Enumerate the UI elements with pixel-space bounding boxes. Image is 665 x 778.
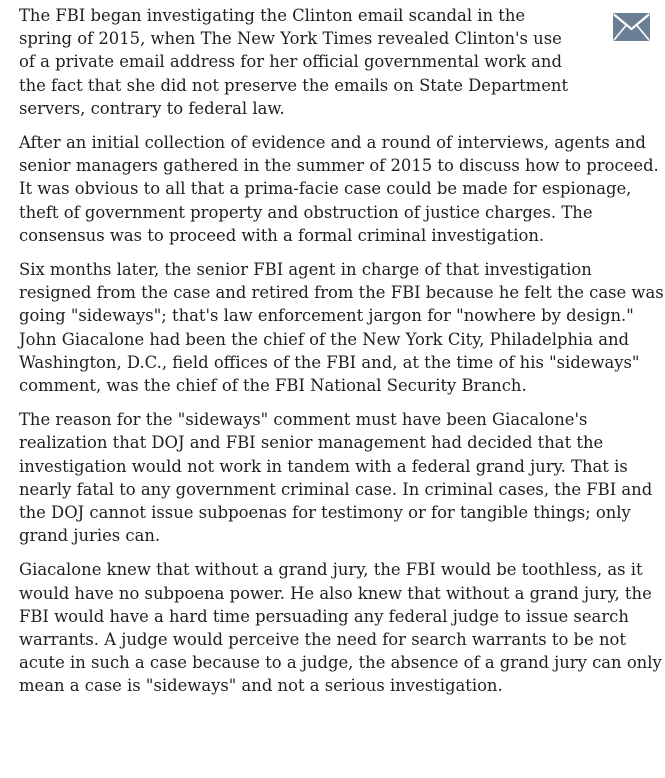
article-paragraph-5: Giacalone knew that without a grand jury, the FBI would be toothless, as it would have no subpoena power. He also knew that without a grand jury, the FBI would have a hard time persuading any federal judge to issue search warrants. A judge would perceive the need for search warrants to be not acute in such a case because to a judge, the absence of a grand jury can only mean a case is "sideways" and not a serious investigation. bbox=[19, 560, 662, 696]
article-paragraph-4: The reason for the "sideways" comment must have been Giacalone's realization that DOJ and FBI senior management had decided that the investigation would not work in tandem with a federal grand jury. That is nearly fatal to any government criminal case. In criminal cases, the FBI and the DOJ cannot issue subpoenas for testimony or for tangible things; only grand juries can. bbox=[19, 410, 653, 546]
article-paragraph-2: After an initial collection of evidence and a round of interviews, agents and senior managers gathered in the summer of 2015 to discuss how to proceed. It was obvious to all that a prima-facie case could be made for espionage, theft of government property and obstruction of justice charges. The consensus was to proceed with a formal criminal investigation. bbox=[19, 133, 659, 245]
article-paragraph-1: The FBI began investigating the Clinton email scandal in the spring of 2015, when The New York Times revealed Clinton's use of a private email address for her official governmental work and the fact that she did not preserve the emails on State Department servers, contrary to federal law. bbox=[19, 6, 569, 118]
article-paragraph-3: Six months later, the senior FBI agent in charge of that investigation resigned from the case and retired from the FBI because he felt the case was going "sideways"; that's law enforcement jargon for "nowhere by design." John Giacalone had been the chief of the New York City, Philadelphia and Washington, D.C., field offices of the FBI and, at the time of his "sideways" comment, was the chief of the FBI National Security Branch. bbox=[19, 260, 664, 396]
article-body bbox=[19, 4, 665, 709]
